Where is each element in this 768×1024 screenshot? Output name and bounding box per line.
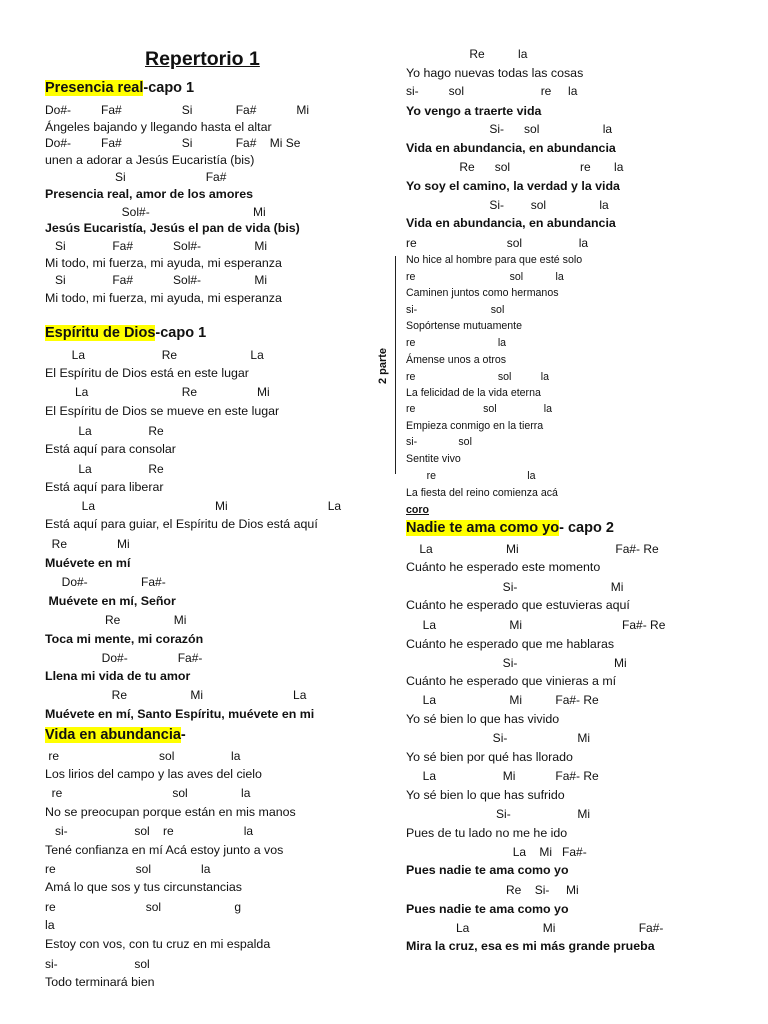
song-title: Nadie te ama como yo [406, 520, 560, 536]
chord-line: re sol la [406, 236, 589, 250]
chord-line: La Re La [45, 348, 264, 362]
chord-line: Re la [406, 47, 528, 61]
chord-line: si- sol [45, 957, 150, 971]
chord-line: Si- Mi [406, 580, 624, 594]
song-heading-vida-en-abundancia [45, 726, 186, 745]
page-title: Repertorio 1 [145, 48, 260, 70]
lyric-line: unen a adorar a Jesús Eucaristía (bis) [45, 153, 255, 167]
chord-line: re sol la [45, 786, 251, 800]
lyric-line: Está aquí para liberar [45, 480, 164, 494]
chord-line: Re Mi [45, 613, 187, 627]
chord-line: La Mi Fa#- [406, 845, 587, 859]
lyric-line: la [45, 918, 55, 932]
chord-line: Sol#- Mi [45, 205, 266, 219]
chord-line: La Mi Fa#- Re [406, 693, 599, 707]
section-side-label [373, 346, 393, 386]
lyric-line: Mi todo, mi fuerza, mi ayuda, mi esperanza [45, 256, 282, 270]
lyric-line: Los lirios del campo y las aves del cielo [45, 767, 262, 781]
lyric-line: Vida en abundancia, en abundancia [406, 141, 616, 155]
lyric-line: La felicidad de la vida eterna [406, 387, 541, 399]
song-title: Espíritu de Dios [45, 325, 156, 341]
chord-line: Do#- Fa# Si Fa# Mi [45, 103, 310, 117]
chord-line: Si Fa# [45, 170, 227, 184]
lyric-line: La fiesta del reino comienza acá [406, 487, 558, 499]
chord-line: Do#- Fa# Si Fa# Mi Se [45, 136, 301, 150]
chord-line: La Mi Fa#- Re [406, 618, 666, 632]
lyric-line: re sol la [406, 403, 552, 415]
lyric-line: Ángeles bajando y llegando hasta el altar [45, 120, 272, 134]
chord-line: La Mi La [45, 499, 342, 513]
chord-line: Si- Mi [406, 807, 591, 821]
lyric-line: re sol la [406, 271, 564, 283]
lyric-line: Está aquí para consolar [45, 442, 176, 456]
chord-line: Si Fa# Sol#- Mi [45, 273, 268, 287]
lyric-line: Llena mi vida de tu amor [45, 669, 191, 683]
chord-line: La Re [45, 424, 164, 438]
chord-line: si- sol re la [45, 824, 254, 838]
lyric-line: Pues de tu lado no me he ido [406, 826, 568, 840]
lyric-line: No se preocupan porque están en mis manos [45, 805, 296, 819]
lyric-line: Cuánto he esperado este momento [406, 560, 601, 574]
lyric-line: Mira la cruz, esa es mi más grande prueba [406, 939, 655, 953]
chord-line: La Mi Fa#- [406, 921, 664, 935]
side-label-text: 2 parte [377, 347, 389, 385]
lyric-line: Cuánto he esperado que estuvieras aquí [406, 598, 630, 612]
chord-line: si- sol re la [406, 84, 578, 98]
lyric-line: si- sol [406, 436, 472, 448]
song-heading-presencia-real [45, 79, 194, 98]
lyric-line: El Espíritu de Dios se mueve en este lugar [45, 404, 280, 418]
chord-line: Si- sol la [406, 122, 613, 136]
lyric-line: Todo terminará bien [45, 975, 155, 989]
lyric-line: Cuánto he esperado que me hablaras [406, 637, 615, 651]
lyric-line: re la [406, 337, 507, 349]
lyric-line: Toca mi mente, mi corazón [45, 632, 204, 646]
chord-line: Si- Mi [406, 656, 627, 670]
capo-label: - [180, 727, 186, 743]
lyric-line: Estoy con vos, con tu cruz en mi espalda [45, 937, 271, 951]
lyric-line: Amá lo que sos y tus circunstancias [45, 880, 242, 894]
chord-line: re sol la [45, 749, 241, 763]
chord-line: Re Mi La [45, 688, 307, 702]
chord-line: Si- Mi [406, 731, 591, 745]
chord-line: La Re Mi [45, 385, 270, 399]
lyric-line: Pues nadie te ama como yo [406, 902, 569, 916]
lyric-line: Yo sé bien lo que has sufrido [406, 788, 565, 802]
lyric-line: Muévete en mí [45, 556, 131, 570]
lyric-line: El Espíritu de Dios está en este lugar [45, 366, 249, 380]
lyric-line: re la [406, 470, 536, 482]
capo-label: -capo 1 [143, 80, 195, 96]
song-heading-nadie-te-ama-como-yo [406, 519, 614, 538]
lyric-line: Mi todo, mi fuerza, mi ayuda, mi esperanza [45, 291, 282, 305]
chord-line: Si- sol la [406, 198, 609, 212]
lyric-line: Ámense unos a otros [406, 354, 507, 366]
lyric-line: Yo vengo a traerte vida [406, 104, 542, 118]
lyric-line: Cuánto he esperado que vinieras a mí [406, 674, 617, 688]
song-heading-espiritu-de-dios [45, 324, 206, 343]
lyric-line: re sol la [406, 371, 550, 383]
chord-line: Do#- Fa#- [45, 651, 203, 665]
lyric-line: Pues nadie te ama como yo [406, 863, 569, 877]
song-title: Vida en abundancia [45, 727, 181, 743]
lyric-line: Yo hago nuevas todas las cosas [406, 66, 584, 80]
chord-line: La Re [45, 462, 164, 476]
lyric-line: Sopórtense mutuamente [406, 320, 523, 332]
lyric-line: Presencia real, amor de los amores [45, 187, 253, 201]
lyric-line: Vida en abundancia, en abundancia [406, 216, 616, 230]
capo-label: -capo 1 [155, 325, 207, 341]
lyric-line: Yo soy el camino, la verdad y la vida [406, 179, 620, 193]
chord-line: re sol g [45, 900, 242, 914]
chord-line: Re Mi [45, 537, 130, 551]
lyric-line: Yo sé bien por qué has llorado [406, 750, 573, 764]
lyric-line: Yo sé bien lo que has vivido [406, 712, 560, 726]
chord-line: La Mi Fa#- Re [406, 542, 659, 556]
chord-line: Re Si- Mi [406, 883, 579, 897]
lyric-line: No hice al hombre para que esté solo [406, 254, 583, 266]
lyric-line: Está aquí para guiar, el Espíritu de Dios está aquí [45, 517, 318, 531]
lyric-line: Muévete en mí, Santo Espíritu, muévete en mi [45, 707, 315, 721]
lyric-line: Caminen juntos como hermanos [406, 287, 559, 299]
lyric-line: Jesús Eucaristía, Jesús el pan de vida (bis) [45, 221, 300, 235]
chord-line: Do#- Fa#- [45, 575, 166, 589]
lyric-line: Tené confianza en mí Acá estoy junto a vos [45, 843, 284, 857]
chord-line: Si Fa# Sol#- Mi [45, 239, 268, 253]
chorus-marker: coro [406, 504, 429, 516]
chord-line: Re sol re la [406, 160, 624, 174]
chord-line: re sol la [45, 862, 211, 876]
lyric-line: Empieza conmigo en la tierra [406, 420, 544, 432]
lyric-line: Muévete en mí, Señor [45, 594, 176, 608]
song-title: Presencia real [45, 80, 144, 96]
lyric-line: Sentite vivo [406, 453, 461, 465]
capo-label: - capo 2 [559, 520, 614, 536]
lyric-line: si- sol [406, 304, 505, 316]
chord-line: La Mi Fa#- Re [406, 769, 599, 783]
